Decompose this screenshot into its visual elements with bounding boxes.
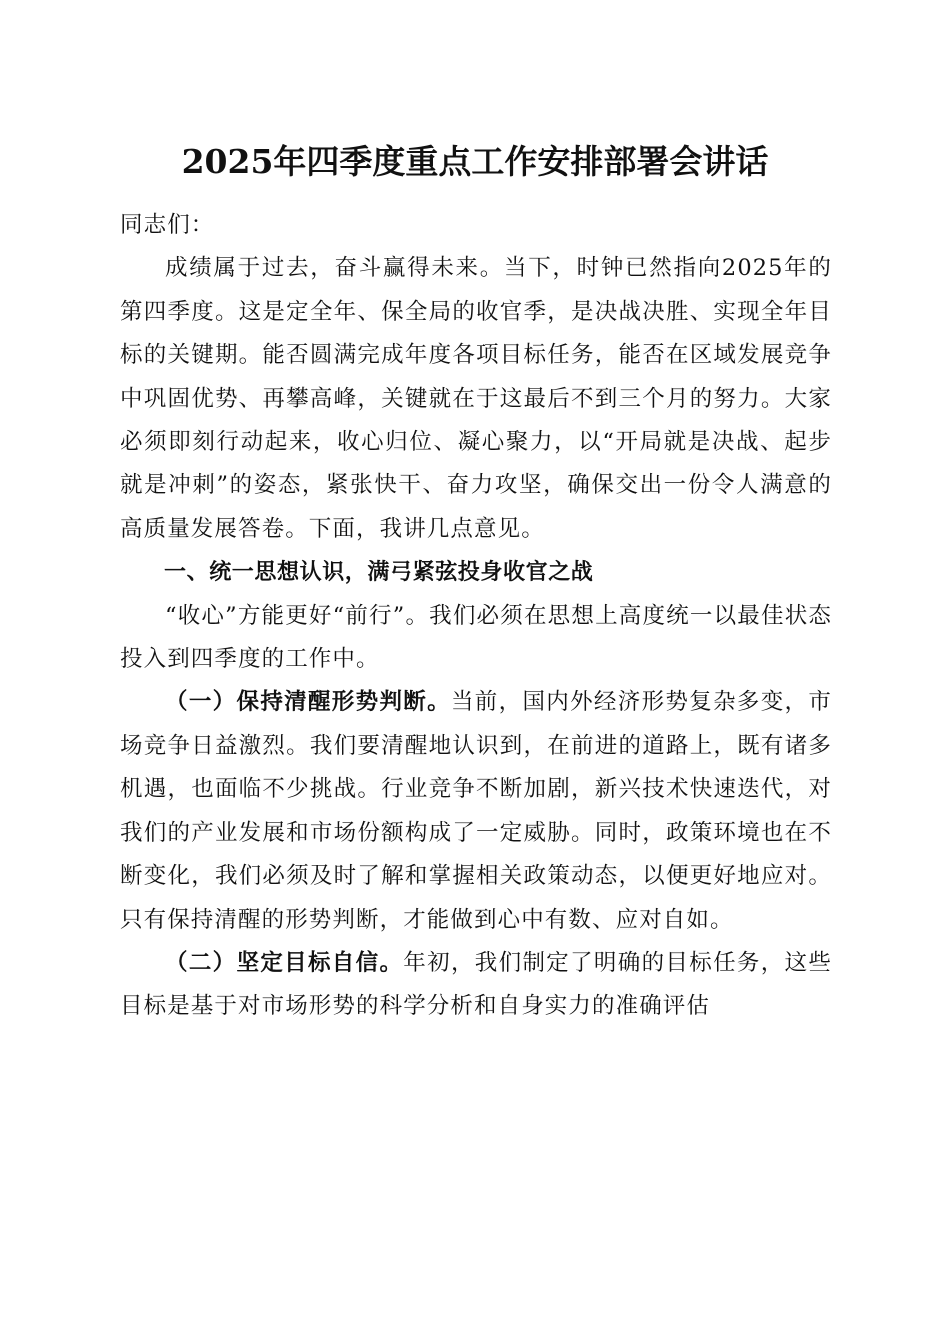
paragraph-subsection-1 bbox=[120, 681, 832, 941]
subsection-1-body: 当前，国内外经济形势复杂多变，市场竞争日益激烈。我们要清醒地认识到，在前进的道路上，既有诸多机遇，也面临不少挑战。行业竞争不断加剧，新兴技术快速迭代，对我们的产业发展和市场份额构成了一定威胁。同时，政策环境也在不断变化，我们必须及时了解和掌握相关政策动态，以便更好地应对。只有保持清醒的形势判断，才能做到心中有数、应对自如。 bbox=[120, 689, 832, 933]
document-title: 2025年四季度重点工作安排部署会讲话 bbox=[181, 142, 769, 181]
paragraph-intro: 成绩属于过去，奋斗赢得未来。当下，时钟已然指向2025年的第四季度。这是定全年、保全局的收官季，是决战决胜、实现全年目标的关键期。能否圆满完成年度各项目标任务，能否在区域发展竞争中巩固优势、再攀高峰，关键就在于这最后不到三个月的努力。大家必须即刻行动起来，收心归位、凝心聚力，以“开局就是决战、起步就是冲刺”的姿态，紧张快干、奋力攻坚，确保交出一份令人满意的高质量发展答卷。下面，我讲几点意见。 bbox=[120, 255, 832, 542]
subsection-2-body: 年初，我们制定了明确的目标任务，这些目标是基于对市场形势的科学分析和自身实力的准确评估 bbox=[120, 949, 832, 1020]
paragraph-section1-intro: “收心”方能更好“前行”。我们必须在思想上高度统一以最佳状态投入到四季度的工作中。 bbox=[120, 602, 832, 673]
subsection-1-lead: （一）保持清醒形势判断。 bbox=[165, 689, 451, 716]
paragraph-subsection-2 bbox=[120, 942, 832, 1029]
document-body bbox=[120, 200, 832, 1029]
greeting: 同志们： bbox=[120, 212, 215, 238]
section-heading-1: 一、统一思想认识，满弓紧弦投身收官之战 bbox=[164, 560, 594, 586]
subsection-2-lead: （二）坚定目标自信。 bbox=[165, 949, 404, 976]
